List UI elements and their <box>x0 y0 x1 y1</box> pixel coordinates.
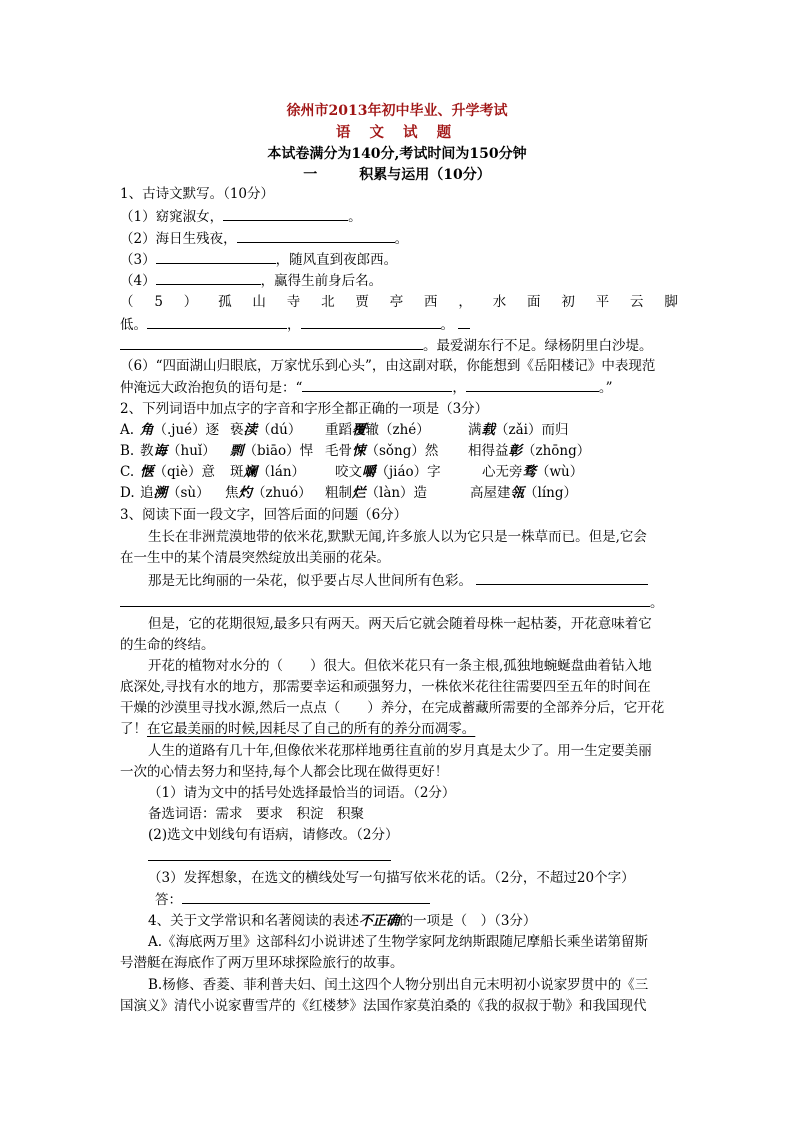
answer-blank[interactable] <box>223 206 348 221</box>
answer-blank[interactable] <box>156 249 276 264</box>
exam-page: 徐州市2013年初中毕业、升学考试 语 文 试 题 本试卷满分为140分,考试时间为150分钟 一 积累与运用（10分） 1、古诗文默写。（10分） （1）窈窕淑女， 。 （2）海日生残夜， 。 （3） ，随风直到夜郎西。 （4） ，赢得生前身后名。 （ 5 ） 孤 山 寺 北 贾 亭 西 ， 水 面 初 平 云 脚 低。 ， 。 。最爱湖东行不足。绿杨阴里白沙堤。 （6）“四面湖山归眼底，万家忧乐到心头”，由这副对联，你能想到《岳阳楼记》中表现范 仲淹远大政治抱负的语句是：“ ， 。” 2、下列词语中加点字的字音和字形全都正确的一项是（3分） A. 角（.jué）逐 亵渎（dú） 重蹈覆辙（zhé） 满载（zǎi）而归 B. 教诲（huǐ） 剽（biāo）悍 毛骨悚（sǒng）然 相得益彰（zhōng） C. 惬（qiè）意 斑斓（lán） 咬文嚼（jiáo）字 心无旁骛（wù） D. 追溯（sù） 焦灼（zhuó） 粗制烂（làn）造 高屋建瓴（líng） 3、阅读下面一段文字，回答后面的问题（6分） 生长在非洲荒漠地带的依米花,默默无闻,许多旅人以为它只是一株草而已。但是,它会 在一生中的某个清晨突然绽放出美丽的花朵。 那是无比绚丽的一朵花，似乎要占尽人世间所有色彩。 。 但是，它的花期很短,最多只有两天。两天后它就会随着母株一起枯萎，开花意味着它 的生命的终结。 开花的植物对水分的（ ）很大。但依米花只有一条主根,孤独地蜿蜒盘曲着钻入地 底深处,寻找有水的地方，那需要幸运和顽强努力，一株依米花往往需要四至五年的时间在 干燥的沙漠里寻找水源,然后一点点（ ）养分，在完成蓄藏所需要的全部养分后，它开花 了！在它最美丽的时候,因耗尽了自己的所有的养分而凋零。 人生的道路有几十年,但像依米花那样地勇往直前的岁月真是太少了。用一生定要美丽 一次的心情去努力和坚持,每个人都会比现在做得更好！ （1）请为文中的括号处选择最恰当的词语。（2分） 备选词语：需求 要求 积淀 积聚 (2)选文中划线句有语病，请修改。（2分） （3）发挥想象，在选文的横线处写一句描写依米花的话。（2分，不超过20个字） 答： 4、关于文学常识和名著阅读的表述不正确的一项是（ ）（3分） A.《海底两万里》这部科幻小说讲述了生物学家阿龙纳斯跟随尼摩船长乘坐诺第留斯 号潜艇在海底作了两万里环球探险旅行的故事。 B.杨修、香菱、菲利普夫妇、闰土这四个人物分别出自元末明初小说家罗贯中的《三 国演义》清代小说家曹雪芹的《红楼梦》法国作家莫泊桑的《我的叔叔于勒》和我国现代 <box>0 0 794 1123</box>
q4-option-b-line1[interactable]: B.杨修、香菱、菲利普夫妇、闰土这四个人物分别出自元末明初小说家罗贯中的《三 <box>148 977 649 993</box>
q3-sub3-answer: 答： <box>155 889 713 910</box>
q3-p4-line2: 底深处,寻找有水的地方，那需要幸运和顽强努力，一株依米花往往需要四至五年的时间在 <box>120 679 651 695</box>
answer-blank[interactable] <box>120 592 650 607</box>
exam-subject: 语 文 试 题 <box>335 124 459 141</box>
q1-item-4: （4） ，赢得生前身后名。 <box>120 270 678 291</box>
q3-p4-line1: 开花的植物对水分的（ ）很大。但依米花只有一条主根,孤独地蜿蜒盘曲着钻入地 <box>148 658 652 674</box>
q3-p4-line3: 干燥的沙漠里寻找水源,然后一点点（ ）养分，在完成蓄藏所需要的全部养分后，它开花 <box>120 700 665 716</box>
q1-item-6-line1: （6）“四面湖山归眼底，万家忧乐到心头”，由这副对联，你能想到《岳阳楼记》中表现范 <box>120 358 656 374</box>
q3-p5-line1: 人生的道路有几十年,但像依米花那样地勇往直前的岁月真是太少了。用一生定要美丽 <box>148 743 652 759</box>
q3-p1-line1: 生长在非洲荒漠地带的依米花,默默无闻,许多旅人以为它只是一株草而已。但是,它会 <box>148 529 647 545</box>
answer-blank[interactable] <box>237 228 395 243</box>
answer-blank[interactable] <box>120 335 423 350</box>
q3-p1-line2: 在一生中的某个清晨突然绽放出美丽的花朵。 <box>120 550 390 566</box>
q1-item-5-line1: （ 5 ） 孤 山 寺 北 贾 亭 西 ， 水 面 初 平 云 脚 <box>120 294 678 310</box>
section-heading <box>0 164 794 184</box>
q1-item-5-line2: 低。 ， 。 <box>120 314 678 335</box>
q1-item-3: （3） ，随风直到夜郎西。 <box>120 249 678 270</box>
answer-blank[interactable] <box>182 889 430 904</box>
answer-blank[interactable] <box>302 377 452 392</box>
exam-title: 徐州市2013年初中毕业、升学考试 <box>286 103 508 119</box>
q3-sub1-words: 备选词语：需求 要求 积淀 积聚 <box>148 806 364 822</box>
exam-info: 本试卷满分为140分,考试时间为150分钟 <box>267 146 527 162</box>
answer-blank[interactable] <box>147 314 287 329</box>
q3-sub1: （1）请为文中的括号处选择最恰当的词语。（2分） <box>148 785 456 801</box>
q2-stem: 2、下列词语中加点字的字音和字形全都正确的一项是（3分） <box>120 401 489 417</box>
section-title: 积累与运用（10分） <box>359 167 491 183</box>
q4-option-a-line2: 号潜艇在海底作了两万里环球探险旅行的故事。 <box>120 955 404 971</box>
q3-stem: 3、阅读下面一段文字，回答后面的问题（6分） <box>120 507 408 523</box>
q3-p4-line4: 了！在它最美丽的时候,因耗尽了自己的所有的养分而凋零。 <box>120 721 476 737</box>
q4-stem: 4、关于文学常识和名著阅读的表述不正确的一项是（ ）（3分） <box>148 913 537 929</box>
q3-p2-line1: 那是无比绚丽的一朵花，似乎要占尽人世间所有色彩。 <box>148 570 706 591</box>
q3-sub2: (2)选文中划线句有语病，请修改。（2分） <box>148 827 399 843</box>
q1-item-5-line3: 。最爱湖东行不足。绿杨阴里白沙堤。 <box>120 335 678 356</box>
q1-stem: 1、古诗文默写。（10分） <box>120 186 275 202</box>
q3-p3-line2: 的生命的终结。 <box>120 637 215 653</box>
answer-blank[interactable] <box>466 377 599 392</box>
section-number: 一 <box>303 167 318 183</box>
q1-item-2: （2）海日生残夜， 。 <box>120 228 678 249</box>
q3-p5-line2: 一次的心情去努力和坚持,每个人都会比现在做得更好！ <box>120 764 449 780</box>
q3-sub2-answer-line[interactable] <box>148 860 391 861</box>
q3-p2-line2: 。 <box>120 592 678 613</box>
q3-sub3: （3）发挥想象，在选文的横线处写一句描写依米花的话。（2分，不超过20个字） <box>148 870 635 886</box>
q1-item-1: （1）窈窕淑女， 。 <box>120 206 678 227</box>
q1-item-6-line2: 仲淹远大政治抱负的语句是：“ ， 。” <box>120 377 678 398</box>
answer-blank[interactable] <box>156 270 261 285</box>
answer-blank[interactable] <box>301 314 441 329</box>
q4-option-a-line1[interactable]: A.《海底两万里》这部科幻小说讲述了生物学家阿龙纳斯跟随尼摩船长乘坐诺第留斯 <box>148 934 649 950</box>
q3-p3-line1: 但是，它的花期很短,最多只有两天。两天后它就会随着母株一起枯萎，开花意味着它 <box>148 616 652 632</box>
q4-option-b-line2: 国演义》清代小说家曹雪芹的《红楼梦》法国作家莫泊桑的《我的叔叔于勒》和我国现代 <box>120 998 647 1014</box>
answer-blank[interactable] <box>476 570 648 585</box>
underlined-sentence: 在它最美丽的时候,因耗尽了自己的所有的养分而凋零。 <box>147 721 476 737</box>
